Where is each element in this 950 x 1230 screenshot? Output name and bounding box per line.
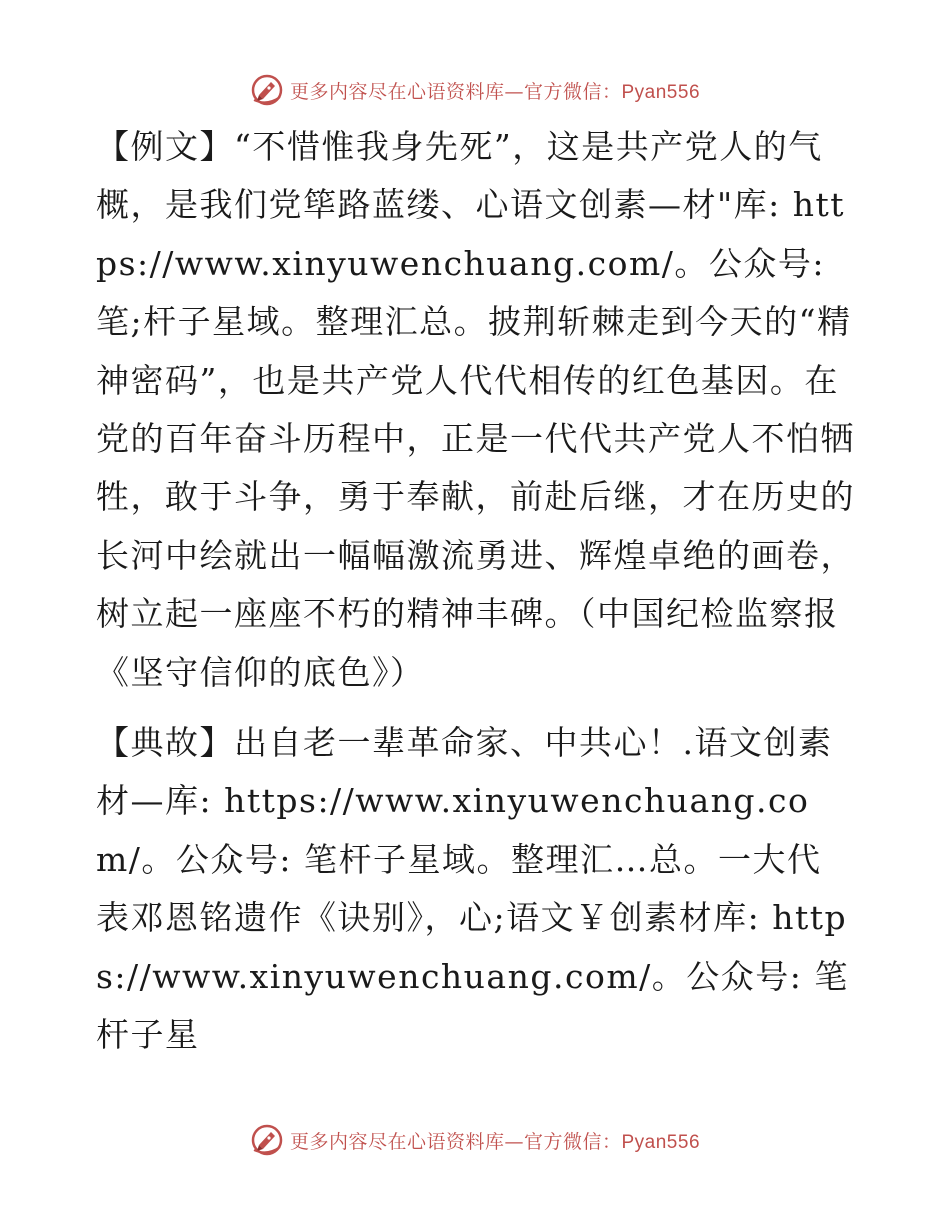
pen-nib-logo-icon (250, 73, 284, 107)
allusion-text: 出自老一辈革命家、中共心！.语文创素材—库: https://www.xinyuwenchuang.com/。公众号: 笔杆子星域。整理汇…总。一大代表邓恩铭遗作《诀别》，心;语文￥创素材库: https://www.xinyuwenchuang.com/。公众号: 笔杆子星 (96, 723, 849, 1055)
pen-nib-logo-icon (250, 1123, 284, 1157)
header-wechat-id: Pyan556 (621, 81, 701, 103)
example-tag: 【例文】 (96, 127, 234, 166)
footer-wechat-id: Pyan556 (621, 1131, 701, 1153)
header-banner (0, 70, 950, 110)
example-text: “不惜惟我身先死”，这是共产党人的气概，是我们党筚路蓝缕、心语文创素—材"库: https://www.xinyuwenchuang.com/。公众号: 笔;杆子星域。整理汇总。披荆斩棘走到今天的“精神密码”，也是共产党人代代相传的红色基因。在党的百年奋斗历程中，正是一代代共产党人不怕牺牲，敢于斗争，勇于奉献，前赴后继，才在历史的长河中绘就出一幅幅激流勇进、辉煌卓绝的画卷，树立起一座座不朽的精神丰碑。（中国纪检监察报《坚守信仰的底色》） (96, 127, 855, 692)
footer-banner-text: 更多内容尽在心语资料库—官方微信：Pyan556 (289, 1130, 701, 1153)
allusion-paragraph (96, 714, 856, 1064)
header-banner-text: 更多内容尽在心语资料库—官方微信：Pyan556 (289, 80, 701, 103)
example-paragraph (96, 118, 856, 702)
footer-banner (0, 1120, 950, 1160)
allusion-tag: 【典故】 (96, 723, 234, 763)
document-body (96, 118, 856, 1065)
